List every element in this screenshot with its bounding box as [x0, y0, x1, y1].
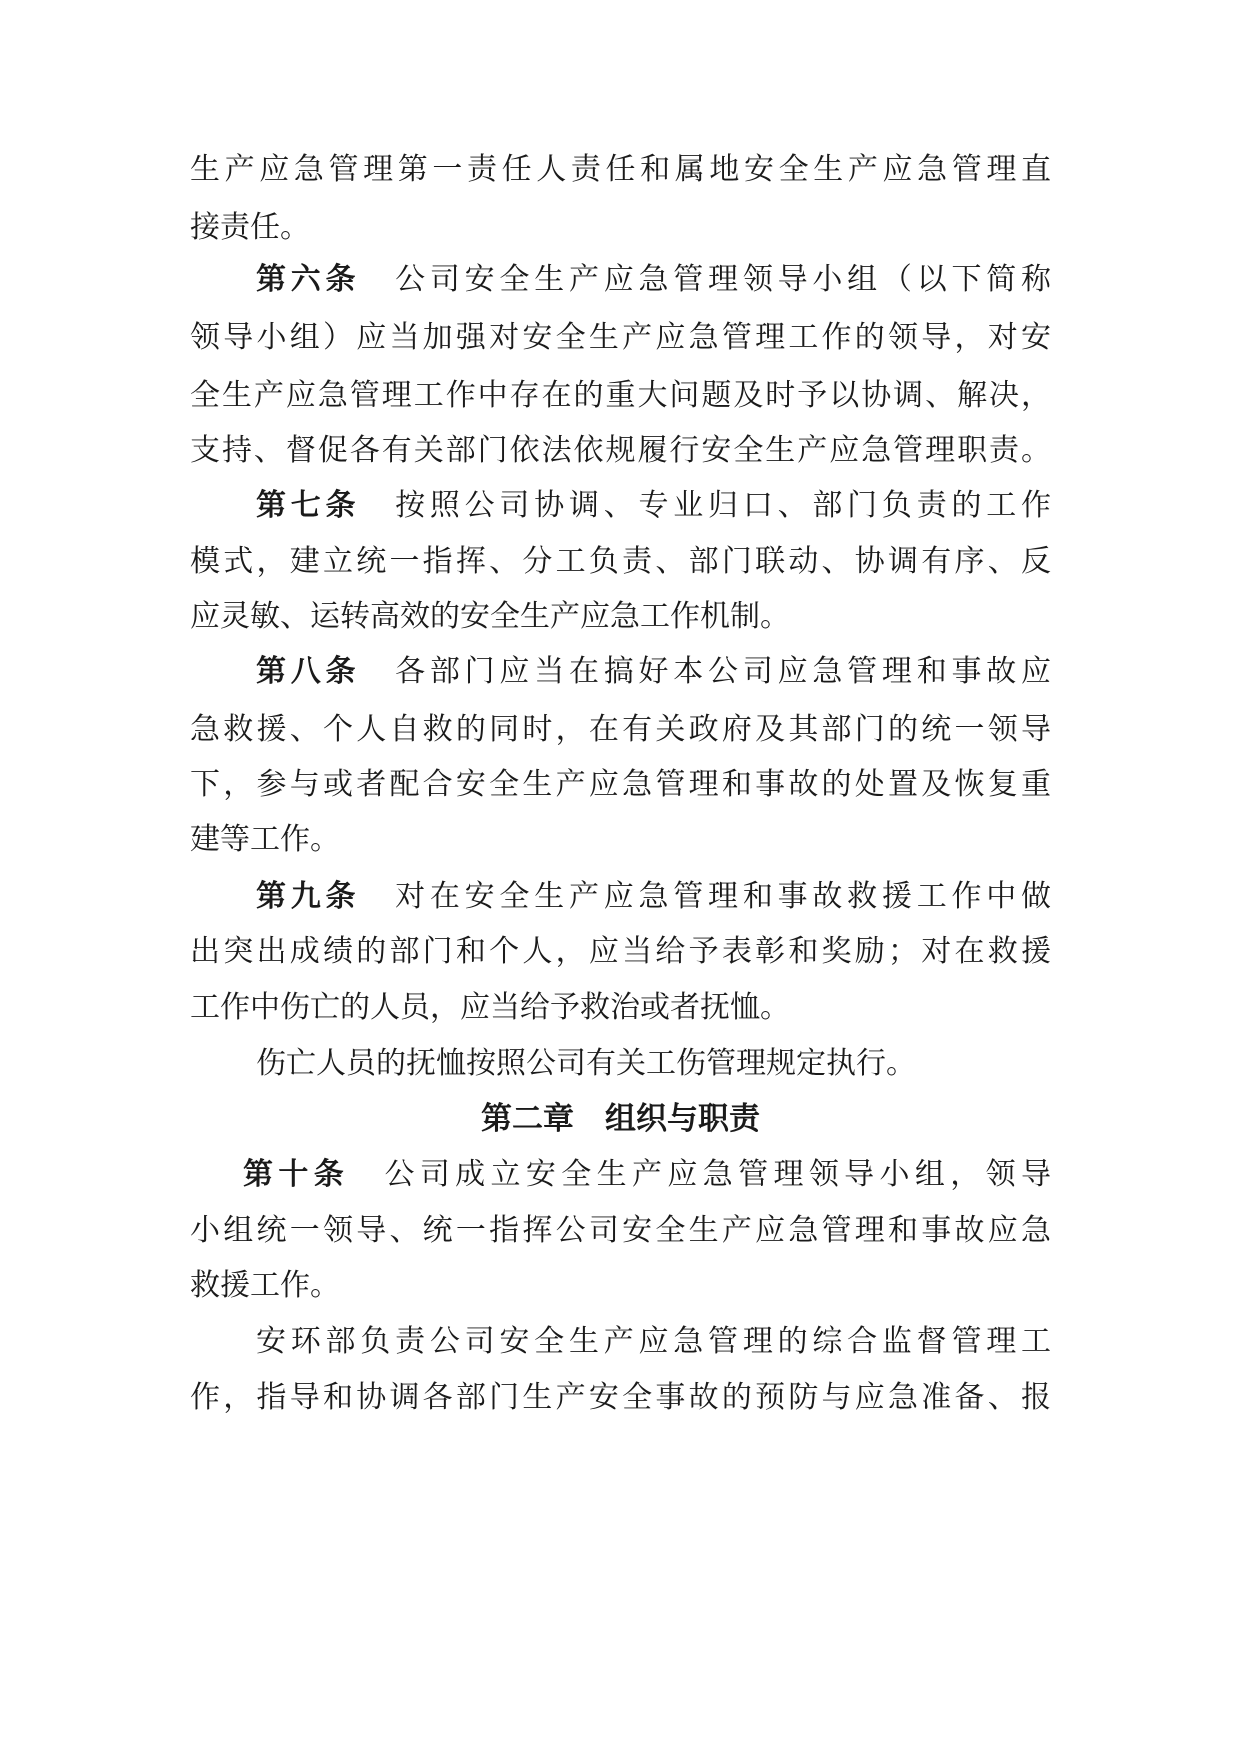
paragraph-line: 建等工作。: [190, 822, 340, 857]
paragraph-line: 模式，建立统一指挥、分工负责、部门联动、协调有序、反: [190, 544, 1051, 579]
paragraph-line: 工作中伤亡的人员，应当给予救治或者抚恤。: [190, 990, 790, 1025]
article-7-heading-line: 第七条 按照公司协调、专业归口、部门负责的工作: [256, 488, 1052, 523]
article-number: 第十条: [243, 1157, 350, 1192]
article-number: 第九条: [256, 879, 361, 914]
paragraph-line: 作，指导和协调各部门生产安全事故的预防与应急准备、报: [190, 1380, 1051, 1415]
article-9-heading-line: 第九条 对在安全生产应急管理和事故救援工作中做: [256, 879, 1052, 914]
chapter-heading: 第二章 组织与职责: [481, 1101, 760, 1137]
article-number: 第六条: [256, 262, 361, 297]
article-number: 第七条: [256, 488, 361, 523]
paragraph-line: 安环部负责公司安全生产应急管理的综合监督管理工: [256, 1324, 1051, 1359]
paragraph-line: 支持、督促各有关部门依法依规履行安全生产应急管理职责。: [190, 433, 1051, 468]
paragraph-line: 生产应急管理第一责任人责任和属地安全生产应急管理直: [190, 152, 1051, 187]
article-10-heading-line: 第十条 公司成立安全生产应急管理领导小组，领导: [243, 1157, 1052, 1192]
article-number: 第八条: [256, 654, 361, 689]
paragraph-line: 急救援、个人自救的同时，在有关政府及其部门的统一领导: [190, 712, 1051, 747]
paragraph-line: 救援工作。: [190, 1268, 340, 1303]
paragraph-line: 出突出成绩的部门和个人，应当给予表彰和奖励；对在救援: [190, 934, 1051, 969]
paragraph-line: 接责任。: [190, 210, 310, 245]
paragraph-line: 小组统一领导、统一指挥公司安全生产应急管理和事故应急: [190, 1213, 1051, 1248]
paragraph-line: 下，参与或者配合安全生产应急管理和事故的处置及恢复重: [190, 767, 1051, 802]
paragraph-line: 全生产应急管理工作中存在的重大问题及时予以协调、解决，: [190, 378, 1051, 413]
article-8-heading-line: 第八条 各部门应当在搞好本公司应急管理和事故应: [256, 654, 1052, 689]
paragraph-line: 伤亡人员的抚恤按照公司有关工伤管理规定执行。: [256, 1046, 916, 1081]
paragraph-line: 应灵敏、运转高效的安全生产应急工作机制。: [190, 599, 790, 634]
article-6-heading-line: 第六条 公司安全生产应急管理领导小组（以下简称: [256, 262, 1052, 297]
paragraph-line: 领导小组）应当加强对安全生产应急管理工作的领导，对安: [190, 320, 1051, 355]
